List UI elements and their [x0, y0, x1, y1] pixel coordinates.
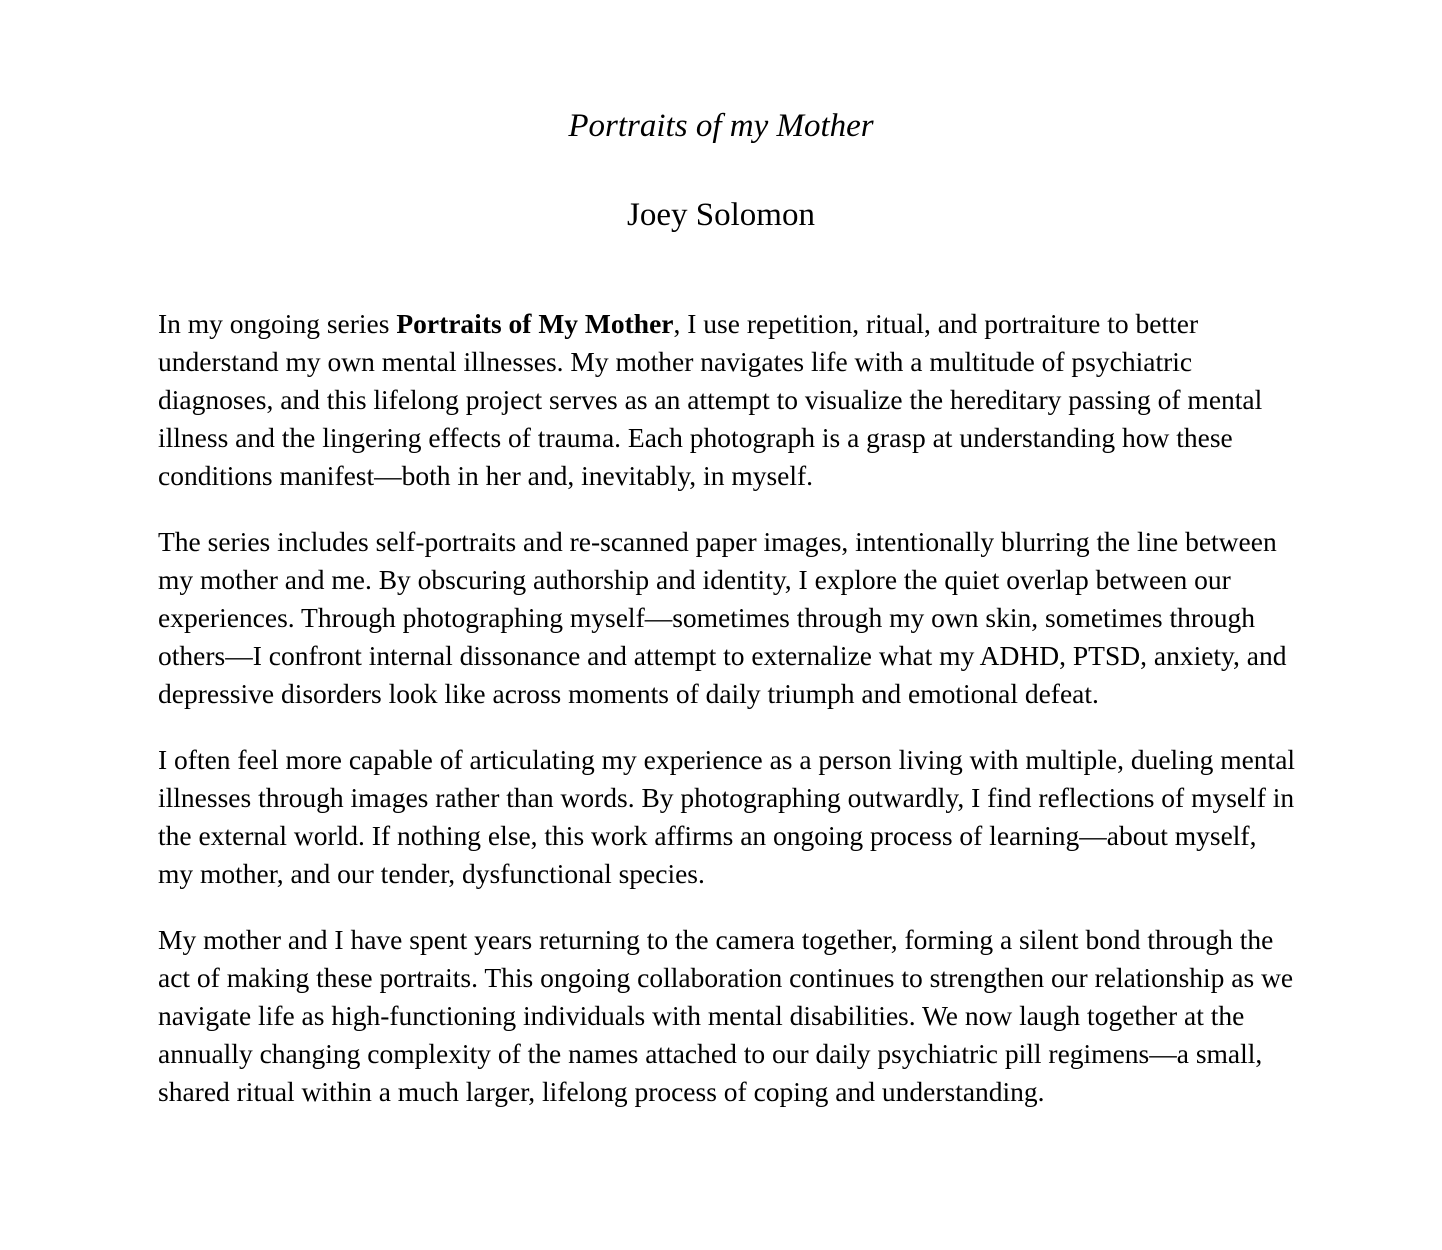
paragraph-1	[158, 305, 1298, 495]
series-title-bold: Portraits of My Mother	[396, 308, 674, 339]
paragraph-1-intro: In my ongoing series	[158, 308, 397, 339]
author-name: Joey Solomon	[627, 197, 815, 233]
paragraph-4: My mother and I have spent years returning to the camera together, forming a silent bond through the act of making these portraits. This ongoing collaboration continues to strengthen our relationship as we navigate life as high-functioning individuals with mental disabilities. We now laugh together at the annually changing complexity of the names attached to our daily psychiatric pill regimens—a small, shared ritual within a much larger, lifelong process of coping and understanding.	[158, 924, 1294, 1107]
paragraph-3: I often feel more capable of articulating my experience as a person living with multiple, dueling mental illnesses through images rather than words. By photographing outwardly, I find reflections of myself in the external world. If nothing else, this work affirms an ongoing process of learning—about myself, my mother, and our tender, dysfunctional species.	[158, 744, 1296, 889]
document-body	[158, 305, 1298, 1139]
document-title: Portraits of my Mother	[568, 108, 874, 144]
paragraph-1-rest: , I use repetition, ritual, and portraiture to better understand my own mental illnesses. My mother navigates life with a multitude of psychiatric diagnoses, and this lifelong project serves as an attempt to visualize the hereditary passing of mental illness and the lingering effects of trauma. Each photograph is a grasp at understanding how these conditions manifest—both in her and, inevitably, in myself.	[158, 308, 1263, 491]
paragraph-2: The series includes self-portraits and re-scanned paper images, intentionally blurring the line between my mother and me. By obscuring authorship and identity, I explore the quiet overlap between our experiences. Through photographing myself—sometimes through my own skin, sometimes through others—I confront internal dissonance and attempt to externalize what my ADHD, PTSD, anxiety, and depressive disorders look like across moments of daily triumph and emotional defeat.	[158, 526, 1287, 709]
